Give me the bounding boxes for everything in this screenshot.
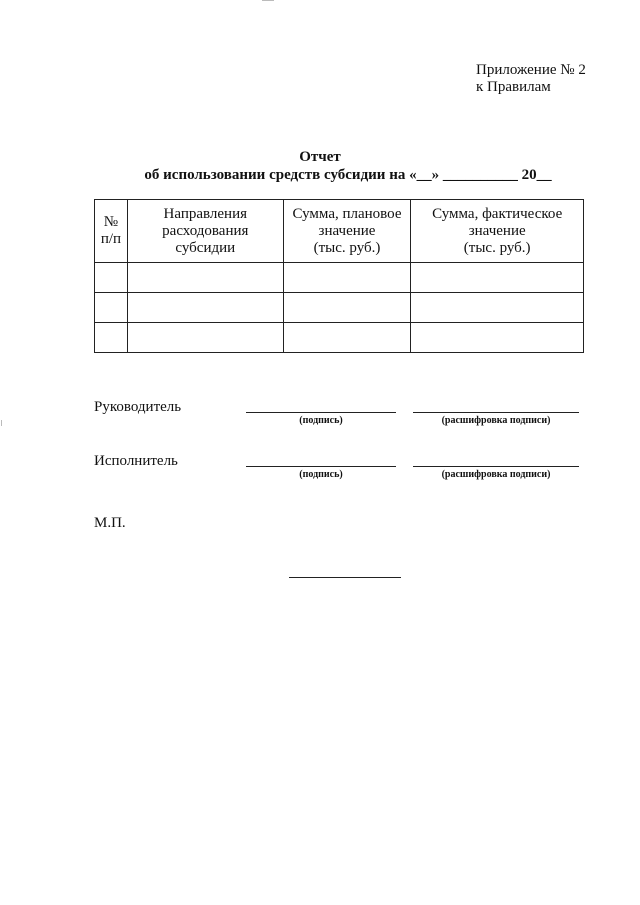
executor-signature-caption: (подпись) xyxy=(299,469,343,480)
table-cell xyxy=(127,263,283,293)
table-cell xyxy=(411,293,584,323)
header-line: значение xyxy=(468,222,526,239)
head-transcript-caption: (расшифровка подписи) xyxy=(441,415,551,426)
table-cell xyxy=(283,323,411,353)
head-role-label: Руководитель xyxy=(94,399,182,415)
header-line: п/п xyxy=(100,231,122,247)
executor-transcript-line xyxy=(413,466,579,467)
executor-role-label: Исполнитель xyxy=(94,453,178,469)
table-row xyxy=(95,293,584,323)
header-line: расходования xyxy=(162,222,249,239)
header-line: субсидии xyxy=(175,239,236,256)
header-number xyxy=(95,200,128,263)
table-row xyxy=(95,323,584,353)
executor-transcript-caption: (расшифровка подписи) xyxy=(441,469,551,480)
appendix-number: Приложение № 2 xyxy=(476,62,586,78)
report-table xyxy=(94,199,584,353)
header-line: (тыс. руб.) xyxy=(463,239,531,256)
table-cell xyxy=(411,323,584,353)
scan-artifact-top xyxy=(262,0,274,1)
table-cell xyxy=(127,323,283,353)
table-row xyxy=(95,263,584,293)
appendix-rules: к Правилам xyxy=(476,79,551,95)
report-title: Отчет xyxy=(299,149,341,165)
header-line: значение xyxy=(318,222,376,239)
report-subtitle: об использовании средств субсидии на «__» __________ 20__ xyxy=(144,167,552,183)
header-line: № xyxy=(103,214,119,230)
table-cell xyxy=(95,263,128,293)
header-line: (тыс. руб.) xyxy=(313,239,381,256)
table-cell xyxy=(127,293,283,323)
header-direction xyxy=(127,200,283,263)
stamp-place-label: М.П. xyxy=(94,515,126,531)
header-line: Сумма, фактическое xyxy=(432,205,563,222)
head-signature-caption: (подпись) xyxy=(299,415,343,426)
table-header-row xyxy=(95,200,584,263)
header-line: Сумма, плановое xyxy=(292,205,402,222)
header-line: Направления xyxy=(163,205,248,222)
header-planned-amount xyxy=(283,200,411,263)
table-cell xyxy=(95,323,128,353)
table-cell xyxy=(411,263,584,293)
table-cell xyxy=(95,293,128,323)
appendix-reference xyxy=(476,62,586,96)
header-actual-amount xyxy=(411,200,584,263)
head-signature-line xyxy=(246,412,396,413)
executor-signature-line xyxy=(246,466,396,467)
table-cell xyxy=(283,263,411,293)
table-cell xyxy=(283,293,411,323)
closing-separator-line xyxy=(289,577,401,578)
head-transcript-line xyxy=(413,412,579,413)
scan-artifact-left xyxy=(1,420,2,426)
